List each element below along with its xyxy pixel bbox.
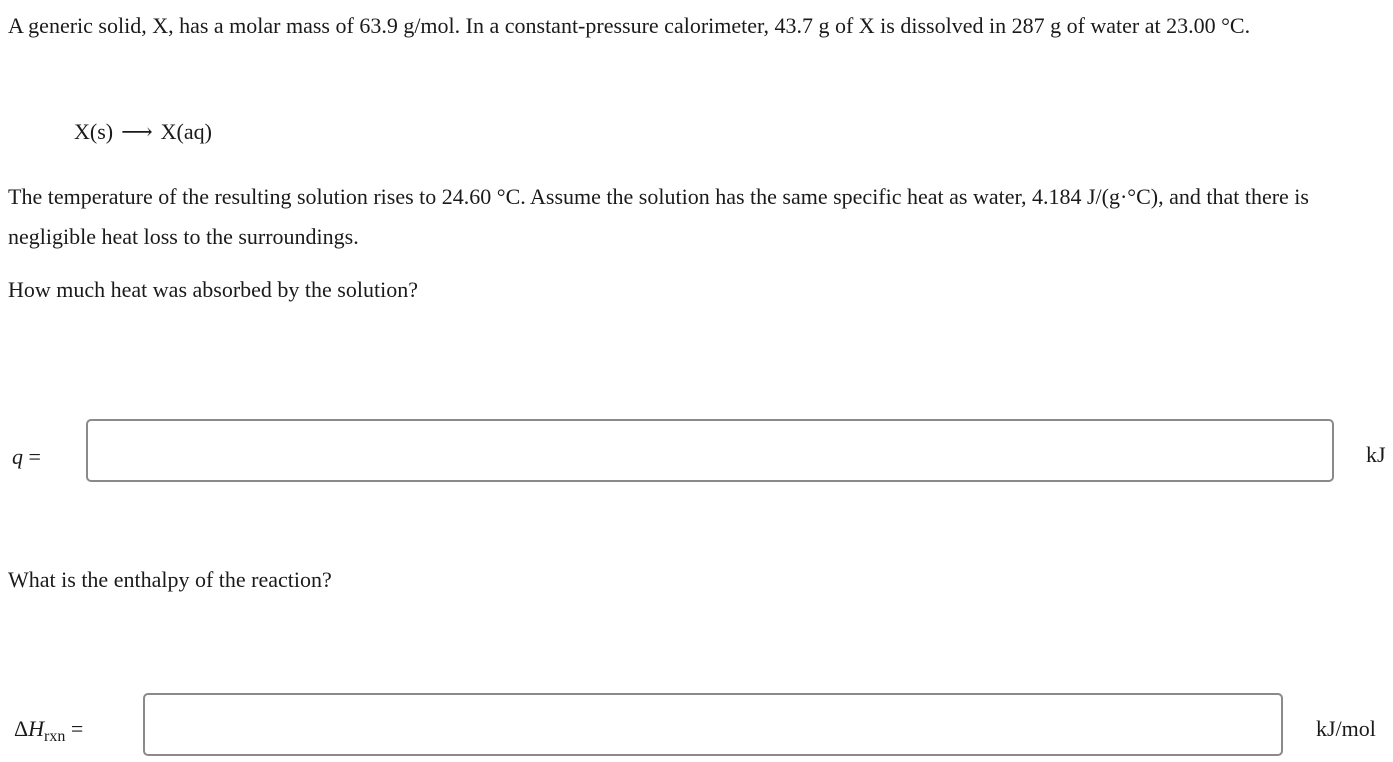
enthalpy-equals: =: [65, 716, 84, 741]
problem-intro: A generic solid, X, has a molar mass of 63.9 g/mol. In a constant-pressure calorimeter, 43.7 g of X is dissolved in 287 g of water at 23.00 °C.: [8, 13, 1251, 38]
reaction-reactant: X(s): [74, 119, 114, 144]
q-equals: =: [23, 444, 41, 469]
question-enthalpy-prompt: What is the enthalpy of the reaction?: [8, 567, 332, 592]
reaction-arrow: ⟶: [121, 119, 153, 144]
enthalpy-unit: kJ/mol: [1316, 716, 1376, 741]
q-label: [12, 442, 41, 472]
enthalpy-answer-input[interactable]: [143, 693, 1283, 756]
heat-unit: kJ: [1366, 442, 1386, 467]
problem-conditions: The temperature of the resulting solution rises to 24.60 °C. Assume the solution has the same specific heat as water, 4.184 J/(g·°C), and that there is negligible heat loss to the surroundings.: [8, 184, 1309, 249]
reaction-equation: [74, 112, 212, 152]
enthalpy-label: [14, 714, 83, 747]
rxn-subscript: rxn: [44, 728, 66, 745]
heat-answer-input[interactable]: [86, 419, 1334, 482]
reaction-product: X(aq): [160, 119, 212, 144]
h-variable: H: [28, 716, 45, 741]
q-variable: q: [12, 444, 23, 469]
question-heat-prompt: How much heat was absorbed by the solution?: [8, 277, 418, 302]
delta-symbol: Δ: [14, 716, 29, 741]
